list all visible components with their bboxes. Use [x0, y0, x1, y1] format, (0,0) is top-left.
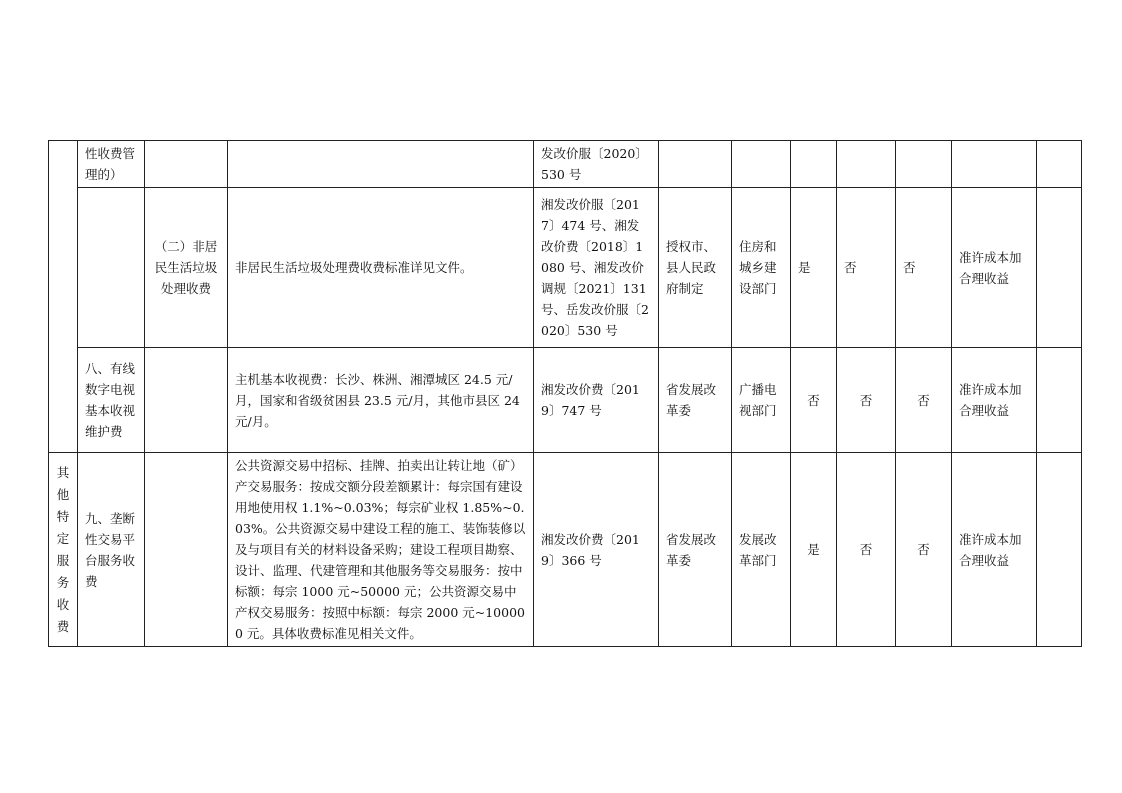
flag-cell-1: 是 [791, 453, 837, 647]
note-cell [1037, 188, 1082, 348]
fee-table [48, 140, 1082, 647]
authority-cell: 省发展改革委 [659, 453, 732, 647]
note-cell [1037, 141, 1082, 188]
table-row [49, 141, 1082, 188]
table-row [49, 453, 1082, 647]
management-cell: 准许成本加合理收益 [952, 348, 1037, 453]
department-cell [732, 141, 791, 188]
note-cell [1037, 348, 1082, 453]
standard-cell: 公共资源交易中招标、挂牌、拍卖出让转让地（矿）产交易服务：按成交额分段差额累计：每宗国有建设用地使用权 1.1%~0.03%；每宗矿业权 1.85%~0.03%。公共资源交易中建设工程的施工、装饰装修以及与项目有关的材料设备采购；建设工程项目勘察、设计、监理、代建管理和其他服务等交易服务：按中标额：每宗 1000 元~50000 元；公共资源交易中产权交易服务：按照中标额：每宗 2000 元~100000 元。具体收费标准见相关文件。 [228, 453, 534, 647]
authority-cell: 省发展改革委 [659, 348, 732, 453]
basis-cell: 湘发改价服〔2017〕474 号、湘发改价费〔2018〕1080 号、湘发改价调规〔2021〕131 号、岳发改价服〔2020〕530 号 [534, 188, 659, 348]
flag-cell-2: 否 [837, 188, 896, 348]
category-label: 其他特定服务收费 [56, 464, 70, 634]
table-row [49, 348, 1082, 453]
flag-cell-1 [791, 141, 837, 188]
flag-cell-2: 否 [837, 348, 896, 453]
flag-cell-3 [896, 141, 952, 188]
sub-item-cell [145, 453, 228, 647]
item-cell [78, 188, 145, 348]
basis-cell: 湘发改价费〔2019〕366 号 [534, 453, 659, 647]
flag-cell-3: 否 [896, 348, 952, 453]
category-cell [49, 453, 78, 647]
flag-cell-2: 否 [837, 453, 896, 647]
sub-item-cell [145, 141, 228, 188]
item-cell: 性收费管理的） [78, 141, 145, 188]
item-cell: 九、垄断性交易平台服务收费 [78, 453, 145, 647]
flag-cell-3: 否 [896, 453, 952, 647]
standard-cell: 主机基本收视费：长沙、株洲、湘潭城区 24.5 元/月，国家和省级贫困县 23.5 元/月，其他市县区 24 元/月。 [228, 348, 534, 453]
standard-cell: 非居民生活垃圾处理费收费标准详见文件。 [228, 188, 534, 348]
flag-cell-1: 否 [791, 348, 837, 453]
item-cell: 八、有线数字电视基本收视维护费 [78, 348, 145, 453]
standard-cell [228, 141, 534, 188]
note-cell [1037, 453, 1082, 647]
flag-cell-3: 否 [896, 188, 952, 348]
authority-cell [659, 141, 732, 188]
basis-cell: 发改价服〔2020〕530 号 [534, 141, 659, 188]
sub-item-cell [145, 348, 228, 453]
management-cell: 准许成本加合理收益 [952, 453, 1037, 647]
table-row [49, 188, 1082, 348]
management-cell [952, 141, 1037, 188]
sub-item-cell: （二）非居民生活垃圾处理收费 [145, 188, 228, 348]
basis-cell: 湘发改价费〔2019〕747 号 [534, 348, 659, 453]
department-cell: 住房和城乡建设部门 [732, 188, 791, 348]
management-cell: 准许成本加合理收益 [952, 188, 1037, 348]
department-cell: 发展改革部门 [732, 453, 791, 647]
department-cell: 广播电视部门 [732, 348, 791, 453]
authority-cell: 授权市、县人民政府制定 [659, 188, 732, 348]
flag-cell-2 [837, 141, 896, 188]
category-cell [49, 141, 78, 453]
flag-cell-1: 是 [791, 188, 837, 348]
